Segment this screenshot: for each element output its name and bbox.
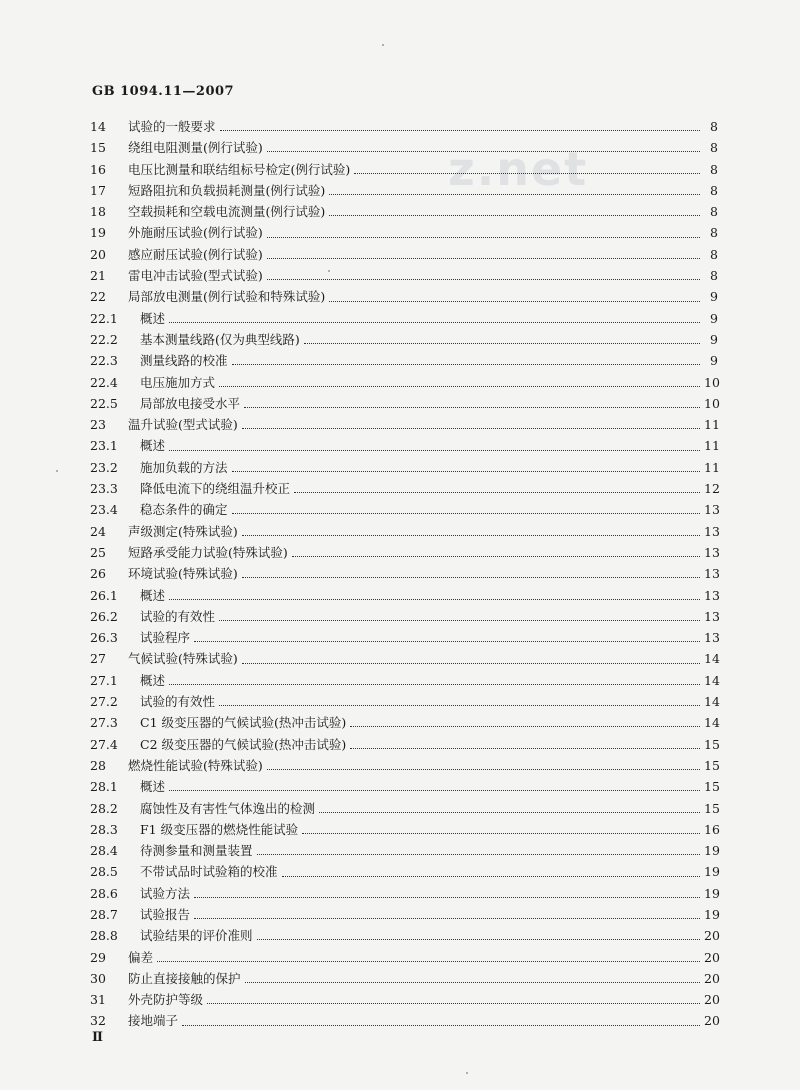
toc-entry[interactable] [90, 606, 718, 627]
toc-leader-dots [232, 513, 700, 514]
toc-entry-number: 20 [90, 246, 106, 262]
toc-entry-number: 22.1 [90, 310, 118, 326]
toc-entry[interactable] [90, 137, 718, 158]
toc-leader-dots [194, 641, 700, 642]
toc-entry-page: 19 [704, 864, 720, 880]
toc-leader-dots [294, 492, 700, 493]
toc-entry[interactable] [90, 350, 718, 371]
toc-leader-dots [350, 726, 700, 727]
toc-entry[interactable] [90, 457, 718, 478]
toc-entry-title: 试验方法 [140, 885, 191, 901]
toc-entry-title: 概述 [140, 779, 166, 795]
toc-entry-title: 腐蚀性及有害性气体逸出的检测 [140, 800, 316, 816]
toc-entry[interactable] [90, 798, 718, 819]
toc-leader-dots [219, 705, 700, 706]
toc-leader-dots [304, 343, 700, 344]
toc-entry[interactable] [90, 712, 718, 733]
toc-entry-number: 26 [90, 566, 106, 582]
toc-entry-page: 15 [704, 757, 720, 773]
toc-entry[interactable] [90, 989, 718, 1010]
toc-entry-number: 24 [90, 523, 106, 539]
toc-entry-page: 14 [704, 715, 720, 731]
toc-entry-number: 18 [90, 204, 106, 220]
toc-entry-page: 11 [704, 417, 720, 433]
toc-entry-page: 20 [704, 992, 720, 1008]
toc-entry-number: 27.3 [90, 715, 118, 731]
toc-entry[interactable] [90, 222, 718, 243]
toc-entry-title: 试验程序 [140, 630, 191, 646]
toc-entry-number: 29 [90, 949, 106, 965]
toc-entry-number: 23.1 [90, 438, 118, 454]
toc-entry[interactable] [90, 563, 718, 584]
toc-entry[interactable] [90, 627, 718, 648]
toc-entry[interactable] [90, 861, 718, 882]
toc-entry-page: 8 [710, 268, 718, 284]
toc-entry-title: 短路阻抗和负载损耗测量(例行试验) [128, 182, 326, 198]
toc-entry-page: 13 [704, 608, 720, 624]
toc-entry-page: 9 [710, 289, 718, 305]
toc-leader-dots [242, 663, 700, 664]
toc-entry-page: 8 [710, 204, 718, 220]
toc-entry-page: 8 [710, 119, 718, 134]
toc-entry-title: 局部放电测量(例行试验和特殊试验) [128, 289, 326, 305]
toc-entry-title: 空载损耗和空载电流测量(例行试验) [128, 204, 326, 220]
toc-entry-title: 待测参量和测量装置 [140, 843, 253, 859]
table-of-contents [90, 116, 718, 1032]
toc-entry[interactable] [90, 1010, 718, 1031]
toc-entry-page: 15 [704, 779, 720, 795]
toc-leader-dots [232, 471, 700, 472]
toc-entry-number: 28.7 [90, 906, 118, 922]
toc-entry-page: 15 [704, 800, 720, 816]
toc-entry-title: F1 级变压器的燃烧性能试验 [140, 821, 299, 837]
toc-entry-number: 28.8 [90, 928, 118, 944]
toc-entry[interactable] [90, 521, 718, 542]
toc-entry-page: 13 [704, 523, 720, 539]
toc-entry[interactable] [90, 435, 718, 456]
toc-entry-page: 16 [704, 821, 720, 837]
toc-entry-page: 13 [704, 544, 720, 560]
toc-leader-dots [232, 364, 700, 365]
toc-entry-page: 12 [704, 481, 720, 497]
toc-entry-page: 19 [704, 906, 720, 922]
toc-entry-page: 10 [704, 395, 720, 411]
toc-entry-title: 接地端子 [128, 1013, 179, 1029]
toc-leader-dots [169, 790, 700, 791]
toc-entry-title: 环境试验(特殊试验) [128, 566, 238, 582]
toc-entry-title: C1 级变压器的气候试验(热冲击试验) [140, 715, 347, 731]
toc-entry-title: 电压比测量和联结组标号检定(例行试验) [128, 161, 351, 177]
toc-entry-number: 22.5 [90, 395, 118, 411]
toc-entry-title: 降低电流下的绕组温升校正 [140, 481, 291, 497]
toc-entry-page: 10 [704, 374, 720, 390]
toc-entry-title: 声级测定(特殊试验) [128, 523, 238, 539]
toc-entry-page: 11 [704, 438, 720, 454]
toc-leader-dots [169, 599, 700, 600]
toc-entry[interactable] [90, 755, 718, 776]
toc-leader-dots [169, 450, 700, 451]
toc-entry-title: 温升试验(型式试验) [128, 417, 238, 433]
toc-entry-page: 20 [704, 1013, 720, 1029]
toc-entry-page: 20 [704, 970, 720, 986]
toc-entry-number: 26.3 [90, 630, 118, 646]
toc-entry[interactable] [90, 478, 718, 499]
toc-entry-title: 试验的一般要求 [128, 119, 216, 134]
toc-entry-number: 23.3 [90, 481, 118, 497]
toc-leader-dots [220, 130, 700, 131]
toc-entry-number: 32 [90, 1013, 106, 1029]
toc-entry-number: 21 [90, 268, 106, 284]
toc-entry-number: 28.2 [90, 800, 118, 816]
toc-entry-page: 8 [710, 246, 718, 262]
toc-leader-dots [329, 215, 700, 216]
toc-entry-title: 不带试品时试验箱的校准 [140, 864, 278, 880]
toc-entry[interactable] [90, 286, 718, 307]
toc-entry-title: 概述 [140, 310, 166, 326]
toc-entry[interactable] [90, 585, 718, 606]
toc-leader-dots [267, 258, 700, 259]
toc-entry-page: 14 [704, 651, 720, 667]
toc-leader-dots [182, 1025, 700, 1026]
toc-leader-dots [169, 322, 700, 323]
toc-leader-dots [267, 151, 700, 152]
toc-leader-dots [157, 961, 700, 962]
toc-entry[interactable] [90, 691, 718, 712]
toc-entry-page: 8 [710, 161, 718, 177]
toc-entry-number: 28 [90, 757, 106, 773]
page-number-roman: Ⅱ [92, 1030, 103, 1045]
toc-entry[interactable] [90, 840, 718, 861]
toc-leader-dots [267, 279, 700, 280]
toc-entry[interactable] [90, 648, 718, 669]
toc-leader-dots [242, 535, 700, 536]
toc-entry-title: 偏差 [128, 949, 154, 965]
toc-entry-number: 23.2 [90, 459, 118, 475]
toc-entry[interactable] [90, 372, 718, 393]
toc-entry-page: 9 [710, 310, 718, 326]
toc-leader-dots [329, 194, 700, 195]
toc-entry-title: 施加负载的方法 [140, 459, 228, 475]
toc-entry-page: 8 [710, 182, 718, 198]
toc-entry-page: 8 [710, 225, 718, 241]
toc-leader-dots [242, 577, 700, 578]
toc-leader-dots [302, 833, 700, 834]
toc-entry-title: 稳态条件的确定 [140, 502, 228, 518]
toc-entry-number: 26.1 [90, 587, 118, 603]
toc-entry-number: 22.3 [90, 353, 118, 369]
toc-entry[interactable] [90, 499, 718, 520]
toc-leader-dots [319, 812, 700, 813]
toc-entry-page: 13 [704, 630, 720, 646]
scan-speck [56, 470, 58, 472]
toc-entry[interactable] [90, 393, 718, 414]
toc-leader-dots [169, 684, 700, 685]
toc-leader-dots [194, 918, 700, 919]
toc-entry-number: 15 [90, 140, 106, 156]
toc-entry-title: 绕组电阻测量(例行试验) [128, 140, 263, 156]
toc-entry-title: 试验报告 [140, 906, 191, 922]
toc-entry[interactable] [90, 947, 718, 968]
toc-entry[interactable] [90, 244, 718, 265]
toc-entry-title: 试验的有效性 [140, 608, 216, 624]
toc-entry-title: 气候试验(特殊试验) [128, 651, 238, 667]
toc-entry-title: 基本测量线路(仅为典型线路) [140, 331, 300, 347]
toc-leader-dots [257, 854, 700, 855]
toc-entry[interactable] [90, 542, 718, 563]
toc-entry-page: 9 [710, 331, 718, 347]
toc-entry-title: 外壳防护等级 [128, 992, 204, 1008]
toc-entry-number: 14 [90, 119, 106, 134]
toc-leader-dots [242, 428, 700, 429]
toc-entry[interactable] [90, 180, 718, 201]
document-id-header: GB 1094.11—2007 [92, 84, 235, 99]
toc-entry-title: 试验的有效性 [140, 694, 216, 710]
toc-entry-number: 30 [90, 970, 106, 986]
toc-entry[interactable] [90, 670, 718, 691]
toc-entry-number: 26.2 [90, 608, 118, 624]
toc-entry-number: 22.2 [90, 331, 118, 347]
toc-entry[interactable] [90, 116, 718, 137]
toc-entry-title: 局部放电接受水平 [140, 395, 241, 411]
scan-speck [466, 1072, 468, 1074]
toc-entry[interactable] [90, 925, 718, 946]
toc-entry[interactable] [90, 308, 718, 329]
watermark: z.net [448, 142, 589, 196]
toc-entry-number: 19 [90, 225, 106, 241]
toc-entry[interactable] [90, 159, 718, 180]
toc-leader-dots [207, 1003, 700, 1004]
toc-entry-number: 25 [90, 544, 106, 560]
toc-entry-title: 感应耐压试验(例行试验) [128, 246, 263, 262]
toc-entry[interactable] [90, 904, 718, 925]
toc-entry-number: 17 [90, 182, 106, 198]
toc-entry-number: 28.3 [90, 821, 118, 837]
toc-entry-page: 13 [704, 587, 720, 603]
toc-entry-number: 27 [90, 651, 106, 667]
toc-entry-title: 概述 [140, 438, 166, 454]
toc-entry-number: 22.4 [90, 374, 118, 390]
toc-entry[interactable] [90, 201, 718, 222]
toc-leader-dots [350, 748, 700, 749]
toc-entry[interactable] [90, 776, 718, 797]
toc-entry-page: 9 [710, 353, 718, 369]
toc-entry-title: C2 级变压器的气候试验(热冲击试验) [140, 736, 347, 752]
toc-entry-number: 28.5 [90, 864, 118, 880]
toc-leader-dots [267, 237, 700, 238]
toc-leader-dots [267, 769, 700, 770]
toc-entry-title: 短路承受能力试验(特殊试验) [128, 544, 288, 560]
toc-entry-title: 外施耐压试验(例行试验) [128, 225, 263, 241]
toc-leader-dots [329, 301, 700, 302]
toc-entry-number: 28.1 [90, 779, 118, 795]
toc-entry-page: 15 [704, 736, 720, 752]
toc-entry[interactable] [90, 883, 718, 904]
toc-entry[interactable] [90, 734, 718, 755]
toc-entry-page: 8 [710, 140, 718, 156]
toc-entry-title: 概述 [140, 672, 166, 688]
toc-entry[interactable] [90, 329, 718, 350]
toc-entry-title: 概述 [140, 587, 166, 603]
toc-entry-title: 燃烧性能试验(特殊试验) [128, 757, 263, 773]
toc-leader-dots [257, 939, 700, 940]
toc-entry[interactable] [90, 414, 718, 435]
toc-entry-title: 雷电冲击试验(型式试验) [128, 268, 263, 284]
toc-leader-dots [354, 173, 700, 174]
toc-leader-dots [282, 876, 700, 877]
toc-entry[interactable] [90, 968, 718, 989]
toc-leader-dots [194, 897, 700, 898]
toc-leader-dots [219, 620, 700, 621]
toc-entry-page: 14 [704, 672, 720, 688]
toc-entry-number: 27.2 [90, 694, 118, 710]
toc-leader-dots [292, 556, 700, 557]
toc-entry-number: 27.4 [90, 736, 118, 752]
toc-entry-page: 19 [704, 885, 720, 901]
toc-entry-number: 22 [90, 289, 106, 305]
toc-leader-dots [245, 982, 700, 983]
toc-entry[interactable] [90, 265, 718, 286]
toc-entry[interactable] [90, 819, 718, 840]
toc-entry-number: 23.4 [90, 502, 118, 518]
toc-leader-dots [244, 407, 700, 408]
toc-entry-number: 27.1 [90, 672, 118, 688]
toc-entry-number: 28.4 [90, 843, 118, 859]
toc-entry-page: 14 [704, 694, 720, 710]
toc-entry-page: 13 [704, 502, 720, 518]
toc-entry-page: 20 [704, 928, 720, 944]
toc-entry-number: 28.6 [90, 885, 118, 901]
toc-entry-page: 11 [704, 459, 720, 475]
toc-leader-dots [219, 386, 700, 387]
scan-speck [328, 270, 330, 272]
toc-entry-title: 测量线路的校准 [140, 353, 228, 369]
toc-entry-title: 试验结果的评价准则 [140, 928, 253, 944]
toc-entry-number: 16 [90, 161, 106, 177]
scan-speck [382, 44, 384, 46]
toc-entry-page: 13 [704, 566, 720, 582]
toc-entry-page: 19 [704, 843, 720, 859]
toc-entry-page: 20 [704, 949, 720, 965]
toc-entry-number: 23 [90, 417, 106, 433]
toc-entry-title: 防止直接接触的保护 [128, 970, 241, 986]
toc-entry-title: 电压施加方式 [140, 374, 216, 390]
toc-entry-number: 31 [90, 992, 106, 1008]
